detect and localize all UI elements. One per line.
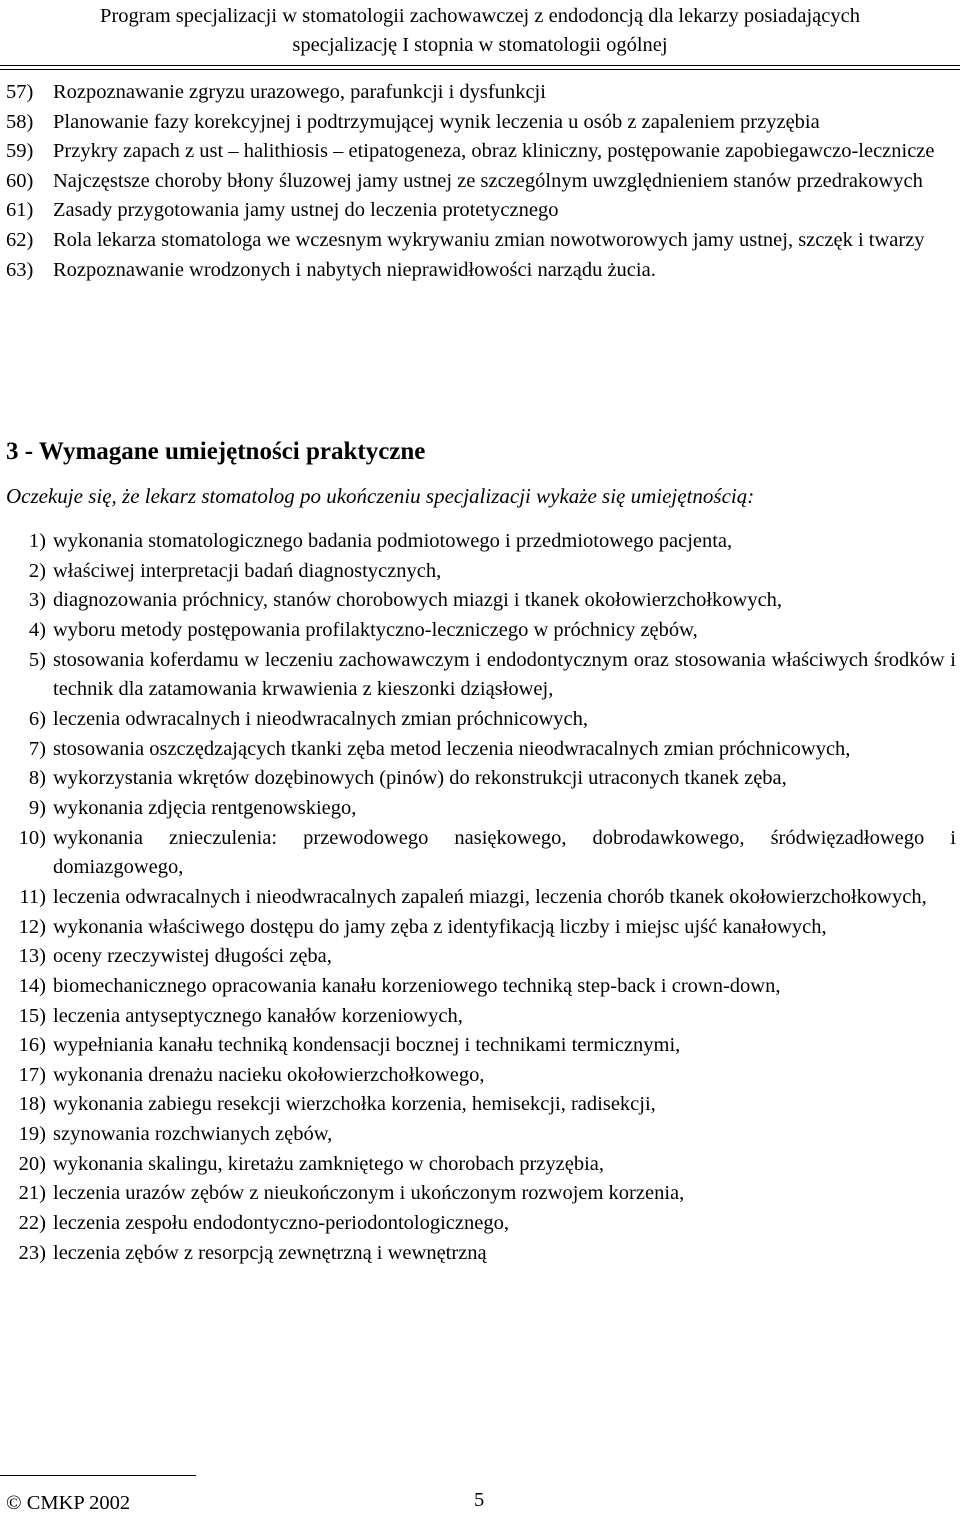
list-item (6, 1061, 956, 1091)
item-text: leczenia urazów zębów z nieukończonym i ukończonym rozwojem korzenia, (53, 1182, 685, 1205)
item-number: 61) (6, 199, 34, 222)
item-text: Najczęstsze choroby błony śluzowej jamy ustnej ze szczególnym uwzględnieniem stanów przedrakowych (53, 169, 923, 192)
item-text: leczenia antyseptycznego kanałów korzeniowych, (53, 1004, 463, 1027)
list-item (6, 586, 956, 616)
item-text: leczenia odwracalnych i nieodwracalnych zapaleń miazgi, leczenia chorób tkanek okołowierzchołkowych, (53, 885, 927, 908)
item-text: wykonania skalingu, kiretażu zamkniętego w chorobach przyzębia, (53, 1152, 605, 1175)
list-item (6, 972, 956, 1002)
list-item (6, 1120, 956, 1150)
item-text: wykonania znieczulenia: przewodowego nasiękowego, dobrodawkowego, śródwięzadłowego i domiazgowego, (53, 826, 956, 879)
item-number: 20) (18, 1152, 46, 1175)
item-number: 6) (28, 707, 46, 730)
footer-copyright: © CMKP 2002 (6, 1492, 131, 1514)
item-number: 14) (18, 974, 46, 997)
list-item (6, 1031, 956, 1061)
item-text: Zasady przygotowania jamy ustnej do leczenia protetycznego (53, 199, 559, 222)
list-item (6, 735, 956, 765)
item-number: 4) (28, 618, 46, 641)
list-item (6, 764, 956, 794)
list-item (6, 137, 956, 167)
topics-list (6, 78, 956, 285)
item-text: Rozpoznawanie wrodzonych i nabytych nieprawidłowości narządu żucia. (53, 258, 656, 281)
item-text: oceny rzeczywistej długości zęba, (53, 945, 332, 968)
item-number: 8) (28, 767, 46, 790)
item-number: 57) (6, 81, 34, 103)
list-item (6, 883, 956, 913)
item-number: 12) (18, 915, 46, 938)
item-text: stosowania koferdamu w leczeniu zachowawczym i endodontycznym oraz stosowania właściwych środków i technik dla zatamowania krwawienia z kieszonki dziąsłowej, (53, 648, 956, 701)
item-number: 9) (28, 796, 46, 819)
item-number: 3) (28, 589, 46, 612)
list-item (6, 1179, 956, 1209)
skills-list (6, 527, 956, 1268)
page-header (0, 2, 960, 60)
item-text: stosowania oszczędzających tkanki zęba metod leczenia nieodwracalnych zmian próchnicowych, (53, 737, 851, 760)
item-number: 21) (18, 1182, 46, 1205)
item-text: Rozpoznawanie zgryzu urazowego, parafunkcji i dysfunkcji (53, 81, 546, 103)
header-line-1: Program specjalizacji w stomatologii zachowawczej z endodoncją dla lekarzy posiadających (100, 5, 860, 27)
list-item (6, 1002, 956, 1032)
section-heading: 3 - Wymagane umiejętności praktyczne (6, 438, 426, 465)
section-intro: Oczekuje się, że lekarz stomatolog po ukończeniu specjalizacji wykaże się umiejętnością: (6, 484, 755, 508)
footer-rule (0, 1475, 196, 1476)
list-item (6, 1150, 956, 1180)
item-number: 2) (28, 559, 46, 582)
item-text: wyboru metody postępowania profilaktyczno-leczniczego w próchnicy zębów, (53, 618, 698, 641)
item-text: biomechanicznego opracowania kanału korzeniowego techniką step-back i crown-down, (53, 974, 781, 997)
item-text: wykorzystania wkrętów dozębinowych (pinów) do rekonstrukcji utraconych tkanek zęba, (53, 767, 787, 790)
item-number: 11) (19, 885, 46, 908)
item-text: Planowanie fazy korekcyjnej i podtrzymującej wynik leczenia u osób z zapaleniem przyzębia (53, 110, 820, 133)
list-item (6, 557, 956, 587)
item-number: 15) (18, 1004, 46, 1027)
list-item (6, 1239, 956, 1269)
list-item (6, 794, 956, 824)
item-number: 63) (6, 258, 34, 281)
item-number: 5) (28, 648, 46, 671)
list-item (6, 646, 956, 705)
list-item (6, 1090, 956, 1120)
list-item (6, 616, 956, 646)
list-item (6, 913, 956, 943)
item-number: 58) (6, 110, 34, 133)
item-text: szynowania rozchwianych zębów, (53, 1123, 333, 1146)
list-item (6, 256, 956, 286)
item-number: 18) (18, 1093, 46, 1116)
item-text: leczenia zespołu endodontyczno-periodontologicznego, (53, 1212, 509, 1235)
list-item (6, 226, 956, 256)
list-item (6, 196, 956, 226)
item-number: 62) (6, 228, 34, 251)
item-text: diagnozowania próchnicy, stanów chorobowych miazgi i tkanek okołowierzchołkowych, (53, 589, 783, 612)
item-text: wykonania stomatologicznego badania podmiotowego i przedmiotowego pacjenta, (53, 530, 733, 552)
item-number: 16) (18, 1034, 46, 1057)
item-text: wypełniania kanału techniką kondensacji bocznej i technikami termicznymi, (53, 1034, 681, 1057)
list-item (6, 1209, 956, 1239)
list-item (6, 78, 956, 108)
item-number: 60) (6, 169, 34, 192)
list-item (6, 705, 956, 735)
item-number: 23) (18, 1241, 46, 1264)
item-text: Przykry zapach z ust – halithiosis – etipatogeneza, obraz kliniczny, postępowanie zapobiegawczo-lecznicze (53, 140, 935, 163)
item-number: 22) (18, 1212, 46, 1235)
item-text: leczenia odwracalnych i nieodwracalnych zmian próchnicowych, (53, 707, 589, 730)
list-item (6, 824, 956, 883)
header-rule-secondary (0, 69, 960, 70)
header-rule (0, 65, 960, 66)
item-number: 17) (18, 1063, 46, 1086)
item-number: 7) (28, 737, 46, 760)
item-number: 10) (18, 826, 46, 849)
list-item (6, 942, 956, 972)
list-item (6, 167, 956, 197)
header-line-2: specjalizację I stopnia w stomatologii ogólnej (292, 34, 668, 56)
list-item (6, 527, 956, 557)
item-text: wykonania właściwego dostępu do jamy zęba z identyfikacją liczby i miejsc ujść kanałowych, (53, 915, 827, 938)
list-item (6, 108, 956, 138)
item-number: 13) (18, 945, 46, 968)
item-text: właściwej interpretacji badań diagnostycznych, (53, 559, 442, 582)
item-number: 19) (18, 1123, 46, 1146)
page-number: 5 (474, 1489, 485, 1511)
item-text: Rola lekarza stomatologa we wczesnym wykrywaniu zmian nowotworowych jamy ustnej, szczęk i twarzy (53, 228, 925, 251)
item-text: wykonania zabiegu resekcji wierzchołka korzenia, hemisekcji, radisekcji, (53, 1093, 656, 1116)
item-text: wykonania drenażu nacieku okołowierzchołkowego, (53, 1063, 485, 1086)
item-text: wykonania zdjęcia rentgenowskiego, (53, 796, 357, 819)
item-text: leczenia zębów z resorpcją zewnętrzną i wewnętrzną (53, 1241, 487, 1264)
item-number: 59) (6, 140, 34, 163)
item-number: 1) (28, 530, 46, 552)
